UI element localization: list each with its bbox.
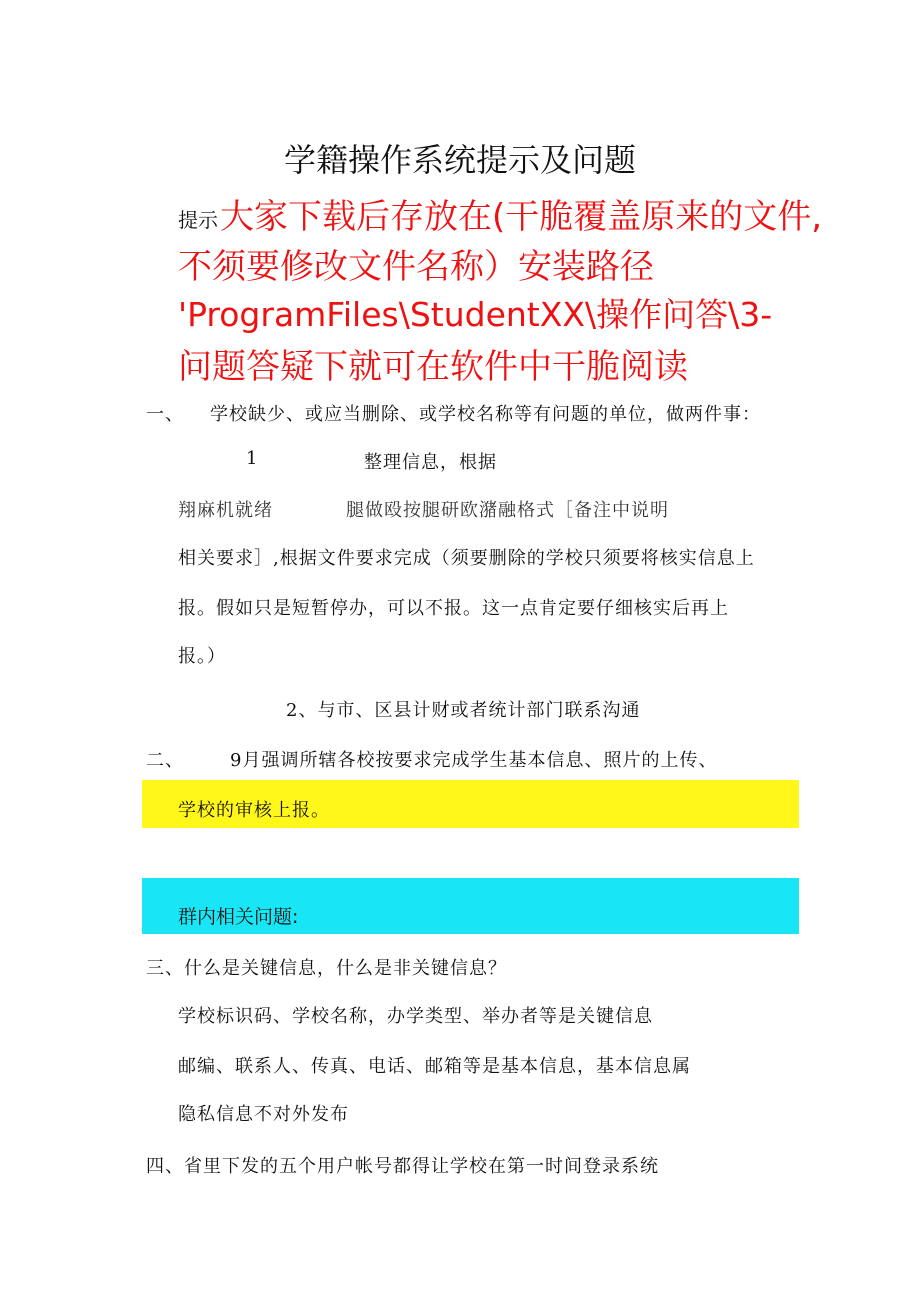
section-2-text: 9月强调所辖各校按要求完成学生基本信息、照片的上传、 — [230, 750, 718, 771]
section-4-text: 四、省里下发的五个用户帐号都得让学校在第一时间登录系统 — [146, 1156, 659, 1177]
section-1-number: 一、 — [146, 404, 184, 425]
item-1-line-3: 相关要求］,根据文件要求完成（须要删除的学校只须要将核实信息上 — [178, 548, 755, 569]
item-1-line-2-right: 腿做殴按腿研欧潴融格式［备注中说明 — [346, 500, 669, 521]
section-3-text: 三、什么是关键信息，什么是非关键信息？ — [146, 958, 507, 979]
item-1-line-4: 报。假如只是短暂停办，可以不报。这一点肯定要仔细核实后再上 — [178, 598, 729, 619]
section-1-text: 学校缺少、或应当删除、或学校名称等有问题的单位，做两件事： — [210, 404, 761, 425]
tip-line-4: 问题答疑下就可在软件中干脆阅读 — [178, 347, 688, 387]
section-3-line-3: 隐私信息不对外发布 — [178, 1104, 349, 1125]
group-heading: 群内相关问题: — [178, 906, 299, 928]
section-3-line-2: 邮编、联系人、传真、电话、邮箱等是基本信息，基本信息属 — [178, 1056, 691, 1077]
section-2-highlight-text: 学校的审核上报。 — [178, 800, 330, 821]
tip-line-3: 'ProgramFiles\StudentXX\操作问答\3- — [178, 295, 773, 334]
item-1-line-5: 报。） — [178, 646, 226, 667]
document-title: 学籍操作系统提示及问题 — [283, 141, 636, 179]
tip-line-2: 不须要修改文件名称）安装路径 — [178, 247, 654, 287]
item-2-text: 2、与市、区县计财或者统计部门联系沟通 — [286, 700, 641, 721]
section-2-number: 二、 — [146, 750, 184, 771]
item-1-text: 整理信息，根据 — [364, 452, 497, 473]
section-3-line-1: 学校标识码、学校名称，办学类型、举办者等是关键信息 — [178, 1006, 653, 1027]
item-1-number: 1 — [246, 448, 259, 469]
tip-label: 提示 — [178, 208, 218, 232]
item-1-line-2-left: 翔麻机就绪 — [178, 500, 273, 521]
tip-line-1: 大家下载后存放在(干脆覆盖原来的文件, — [220, 197, 823, 237]
